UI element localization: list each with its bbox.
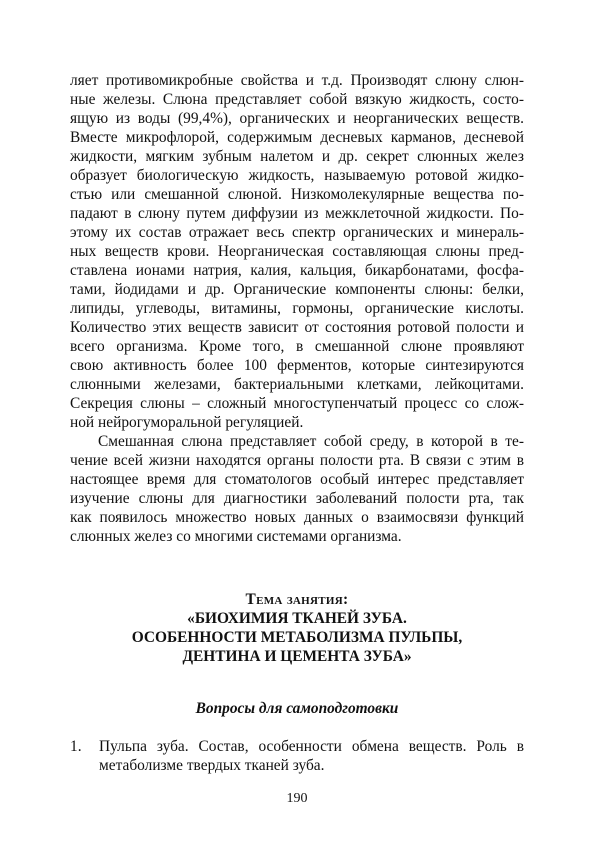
- text-line: как появилось множество новых данных о взаимосвязи функций: [70, 509, 524, 526]
- text-line: тами, йодидами и др. Органические компоненты слюны: белки,: [70, 281, 524, 298]
- text-line: ные железы. Слюна представляет собой вязкую жидкость, состо-: [70, 91, 524, 108]
- text-line: слюнными железами, бактериальными клетками, лейкоцитами.: [70, 376, 524, 393]
- topic-label: Тема занятия:: [245, 591, 349, 608]
- text-line: липиды, углеводы, витамины, гормоны, органические кислоты.: [70, 300, 524, 317]
- topic-title-line: ОСОБЕННОСТИ МЕТАБОЛИЗМА ПУЛЬПЫ,: [131, 629, 463, 646]
- text-line: ставлена ионами натрия, калия, кальция, бикарбонатами, фосфа-: [70, 262, 524, 279]
- text-line: жидкости, мягким зубным налетом и др. секрет слюнных желез: [70, 148, 524, 165]
- text-line: всего организма. Кроме того, в смешанной слюне проявляют: [70, 338, 524, 355]
- text-line: этому их состав отражает весь спектр органических и минераль-: [70, 224, 524, 241]
- question-number: 1.: [70, 738, 82, 755]
- text-line: Секреция слюны – сложный многоступенчатый процесс со слож-: [70, 395, 524, 412]
- text-line: падают в слюну путем диффузии из межклеточной жидкости. По-: [70, 205, 524, 222]
- text-line: слюнных желез со многими системами организма.: [70, 528, 402, 545]
- text-line: ящую из воды (99,4%), органических и неорганических веществ.: [70, 110, 524, 127]
- text-line: образует биологическую жидкость, называемую ротовой жидко-: [70, 167, 524, 184]
- text-line: изучение слюны для диагностики заболеваний полости рта, так: [70, 490, 524, 507]
- text-line: Количество этих веществ зависит от состояния ротовой полости и: [70, 319, 524, 336]
- text-line: стью или смешанной слюной. Низкомолекулярные вещества по-: [70, 186, 524, 203]
- text-line: ных веществ крови. Неорганическая составляющая слюны пред-: [70, 243, 524, 260]
- text-line: ляет противомикробные свойства и т.д. Производят слюну слюн-: [70, 72, 524, 89]
- questions-heading: Вопросы для самоподготовки: [195, 700, 399, 717]
- text-line: ной нейрогуморальной регуляцией.: [70, 414, 304, 431]
- text-line: настоящее время для стоматологов особый интерес представляет: [70, 471, 524, 488]
- text-line: чение всей жизни находятся органы полости рта. В связи с этим в: [70, 452, 524, 469]
- page-number: 190: [286, 791, 308, 806]
- text-line: Смешанная слюна представляет собой среду, в которой в те-: [98, 433, 524, 450]
- question-text-line: Пульпа зуба. Состав, особенности обмена веществ. Роль в: [99, 738, 524, 755]
- text-line: свою активность более 100 ферментов, которые синтезируются: [70, 357, 524, 374]
- topic-title-line: ДЕНТИНА И ЦЕМЕНТА ЗУБА»: [182, 648, 412, 665]
- question-text-line: метаболизме твердых тканей зуба.: [99, 757, 325, 774]
- text-line: Вместе микрофлорой, содержимым десневых карманов, десневой: [70, 129, 524, 146]
- topic-title-line: «БИОХИМИЯ ТКАНЕЙ ЗУБА.: [187, 610, 407, 627]
